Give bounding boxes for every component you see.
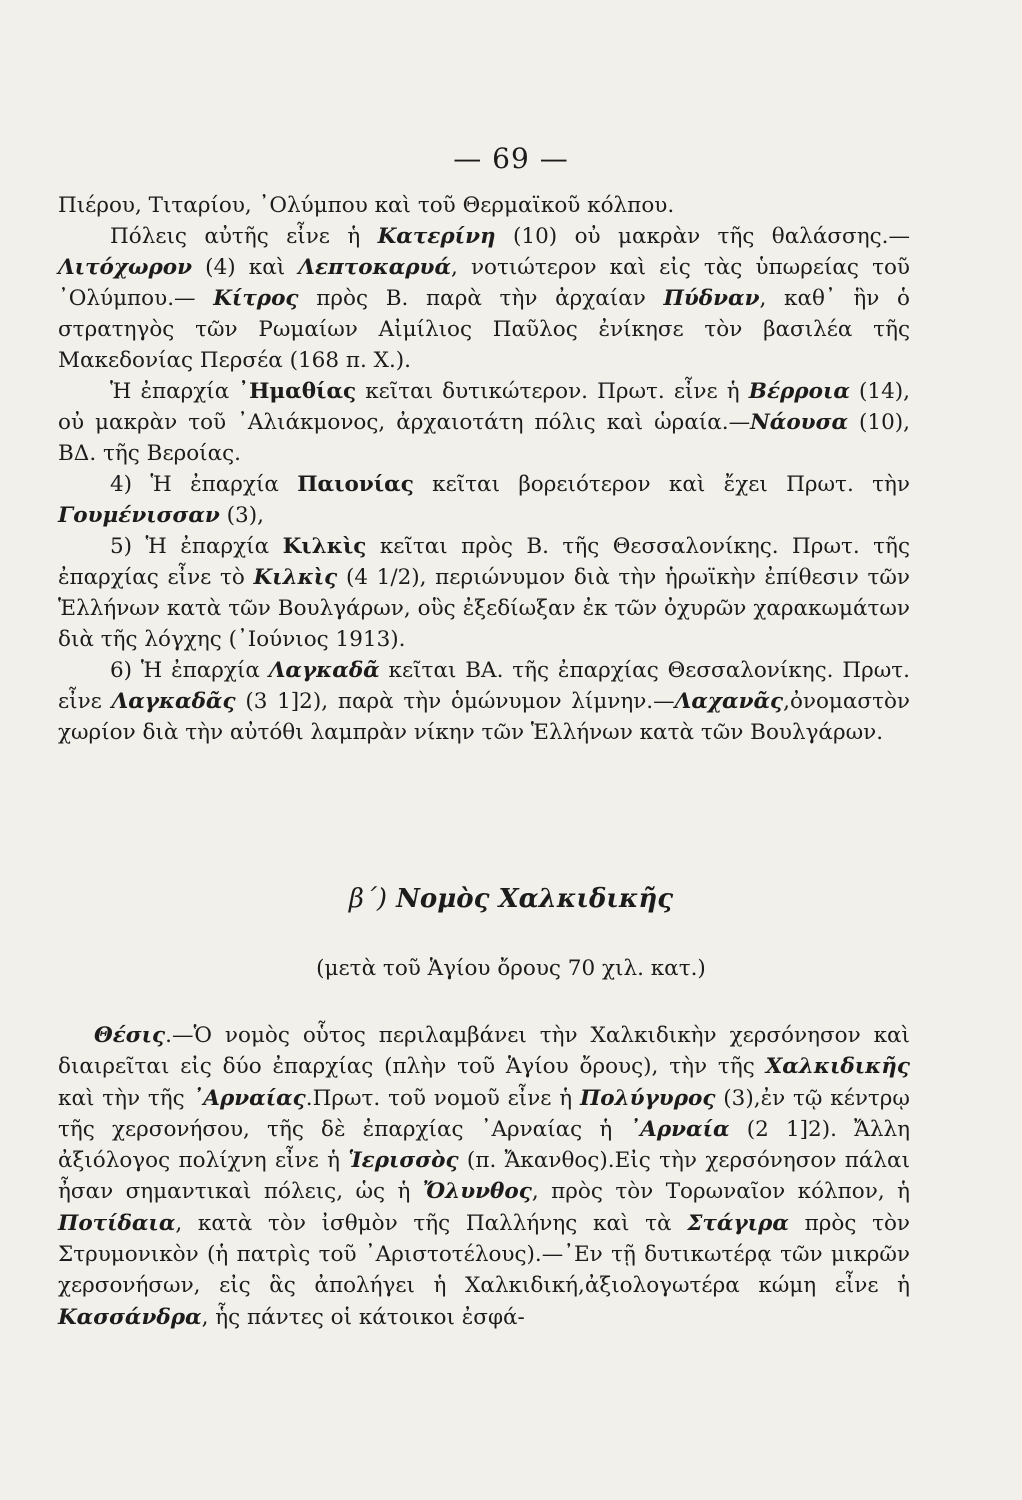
place-name: Κιλκὶς bbox=[253, 565, 338, 590]
paragraph-chalkidiki: Θέσις.—Ὁ νομὸς οὗτος περιλαμβάνει τὴν Χαλκιδικὴν χερσόνησον καὶ διαιρεῖται εἰς δύο ἐπαρχίας (πλὴν τοῦ Ἁγίου ὄρους), τὴν τῆς Χαλκιδικῆς καὶ τὴν τῆς ᾿Αρναίας.Πρωτ. τοῦ νομοῦ εἶνε ἡ Πολύγυρος (3),ἐν τῷ κέντρῳ τῆς χερσονήσου, τῆς δὲ ἐπαρχίας ᾿Αρναίας ἡ ᾿Αρναία (2 1]2). Ἄλλη ἀξιόλογος πολίχνη εἶνε ἡ Ἱερισσὸς (π. Ἄκανθος).Εἰς τὴν χερσόνησον πάλαι ἦσαν σημαντικαὶ πόλεις, ὡς ἡ Ὄλυνθος, πρὸς τὸν Τορωναῖον κόλπον, ἡ Ποτίδαια, κατὰ τὸν ἰσθμὸν τῆς Παλλήνης καὶ τὰ Στάγιρα πρὸς τὸν Στρυμονικὸν (ἡ πατρὶς τοῦ ᾿Αριστοτέλους).—᾿Εν τῇ δυτικωτέρᾳ τῶν μικρῶν χερσονήσων, εἰς ἃς ἀπολήγει ἡ Χαλκιδική,ἀξιολογωτέρα κώμη εἶνε ἡ Κασσάνδρα, ἧς πάντες οἱ κάτοικοι ἐσφά- bbox=[58, 1023, 911, 1330]
place-name: Χαλκιδικῆς bbox=[765, 1054, 910, 1080]
body-text-upper bbox=[58, 190, 910, 748]
section-subheading: (μετὰ τοῦ Ἁγίου ὄρους 70 χιλ. κατ.) bbox=[316, 956, 706, 981]
paragraph-lagkadas: 6) Ἡ ἐπαρχία Λαγκαδᾶ κεῖται ΒΑ. τῆς ἐπαρχίας Θεσσαλονίκης. Πρωτ. εἶνε Λαγκαδᾶς (3 1]2), παρὰ τὴν ὁμώνυμον λίμνην.—Λαχανᾶς,ὀνομαστὸν χωρίον διὰ τὴν αὐτόθι λαμπρὰν νίκην τῶν Ἑλλήνων κατὰ τῶν Βουλγάρων. bbox=[58, 658, 910, 745]
place-name: Λαγκαδᾶς bbox=[111, 689, 236, 714]
page-number: — 69 — bbox=[453, 142, 569, 175]
province-name: Κιλκὶς bbox=[282, 534, 367, 559]
place-name: Ἱερισσὸς bbox=[348, 1148, 459, 1174]
place-name: Γουμένισσαν bbox=[58, 503, 220, 528]
section-heading bbox=[0, 884, 1022, 914]
place-name: Κατερίνη bbox=[377, 224, 496, 249]
place-name: Νάουσα bbox=[750, 410, 848, 435]
place-name: Λαχανᾶς bbox=[674, 689, 784, 714]
province-name: ᾿Ημαθίας bbox=[238, 379, 357, 404]
paragraph-kilkis: 5) Ἡ ἐπαρχία Κιλκὶς κεῖται πρὸς Β. τῆς Θεσσαλονίκης. Πρωτ. τῆς ἐπαρχίας εἶνε τὸ Κιλκὶς (4 1/2), περιώνυμον διὰ τὴν ἡρωϊκὴν ἐπίθεσιν τῶν Ἑλλήνων κατὰ τῶν Βουλγάρων, οὓς ἐξεδίωξαν ἐκ τῶν ὀχυρῶν χαρακωμάτων διὰ τῆς λόγχης (᾿Ιούνιος 1913). bbox=[58, 534, 910, 652]
place-name: Λιτόχωρον bbox=[58, 255, 193, 280]
place-name: ᾿Αρναίας bbox=[192, 1085, 306, 1111]
place-name: Ποτίδαια bbox=[58, 1210, 176, 1236]
place-name: Πύδναν bbox=[663, 286, 760, 311]
place-name: Στάγιρα bbox=[687, 1210, 789, 1236]
place-name: Κίτρος bbox=[213, 286, 299, 311]
place-name: Κασσάνδρα bbox=[58, 1304, 202, 1330]
section-letter: β΄) bbox=[348, 884, 388, 914]
paragraph-paionia: 4) Ἡ ἐπαρχία Παιονίας κεῖται βορειότερον καὶ ἔχει Πρωτ. τὴν Γουμένισσαν (3), bbox=[58, 472, 910, 528]
place-name: Ὄλυνθος bbox=[422, 1179, 532, 1205]
paragraph-pieria-cities: Πόλεις αὐτῆς εἶνε ἡ Κατερίνη (10) οὐ μακρὰν τῆς θαλάσσης.— Λιτόχωρον (4) καὶ Λεπτοκαρυά, νοτιώτερον καὶ εἰς τὰς ὑπωρείας τοῦ ᾿Ολύμπου.— Κίτρος πρὸς Β. παρὰ τὴν ἀρχαίαν Πύδναν, καθ᾿ ἣν ὁ στρατηγὸς τῶν Ρωμαίων Αἰμίλιος Παῦλος ἐνίκησε τὸν βασιλέα τῆς Μακεδονίας Περσέα (168 π. Χ.). bbox=[58, 224, 910, 373]
body-text-lower bbox=[58, 1020, 910, 1333]
place-name: Βέρροια bbox=[748, 379, 850, 404]
paragraph-imathia: Ἡ ἐπαρχία ᾿Ημαθίας κεῖται δυτικώτερον. Πρωτ. εἶνε ἡ Βέρροια (14), οὐ μακρὰν τοῦ ᾿Αλιάκμονος, ἀρχαιοτάτη πόλις καὶ ὡραία.—Νάουσα (10), ΒΔ. τῆς Βεροίας. bbox=[58, 379, 910, 466]
province-name: Λαγκαδᾶ bbox=[268, 658, 380, 683]
place-name: Λεπτοκαρυά bbox=[298, 255, 451, 280]
place-name: Πολύγυρος bbox=[579, 1085, 716, 1111]
section-title: Νομὸς Χαλκιδικῆς bbox=[396, 884, 674, 914]
place-name: ᾿Αρναία bbox=[629, 1116, 730, 1142]
term-label: Θέσις bbox=[94, 1023, 166, 1048]
paragraph-pieria-end: Πιέρου, Τιταρίου, ᾿Ολύμπου καὶ τοῦ Θερμαϊκοῦ κόλπου. bbox=[58, 193, 675, 218]
province-name: Παιονίας bbox=[297, 472, 414, 497]
